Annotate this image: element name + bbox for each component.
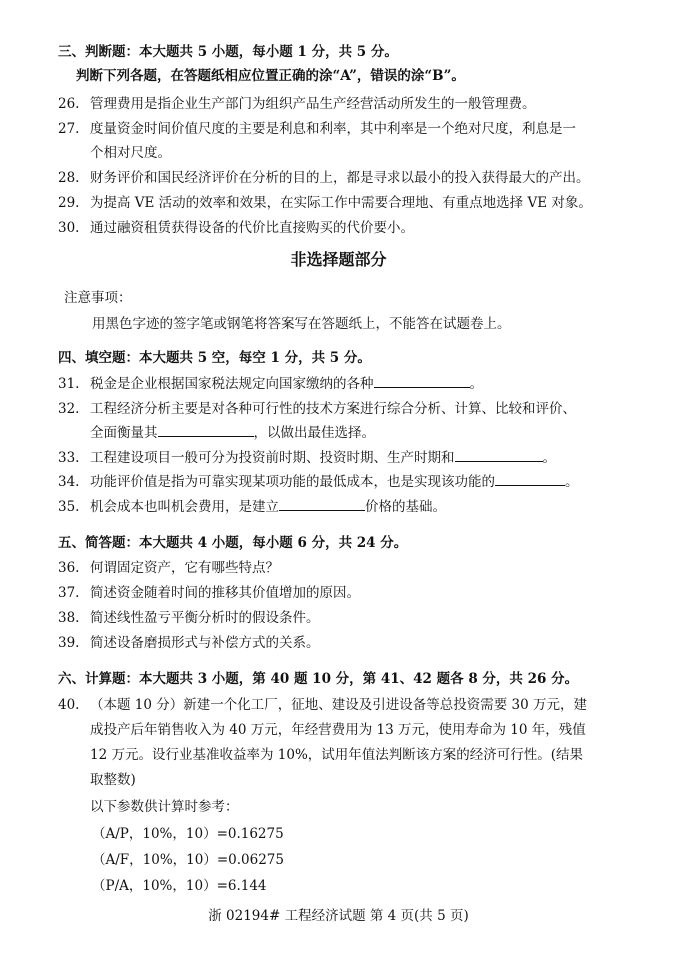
question-40-line-4: 取整数) xyxy=(90,772,136,788)
section-6-heading: 六、计算题：本大题共 3 小题，第 40 题 10 分，第 41、42 题各 8 分，共 26 分。 xyxy=(58,671,579,687)
answer-blank xyxy=(455,449,543,462)
question-32: 32. 工程经济分析主要是对各种可行性的技术方案进行综合分析、计算、比较和评价、 xyxy=(58,401,576,417)
section-5-heading: 五、简答题：本大题共 4 小题，每小题 6 分，共 24 分。 xyxy=(58,535,408,551)
answer-blank xyxy=(374,375,470,388)
question-31: 31. 税金是企业根据国家税法规定向国家缴纳的各种 。 xyxy=(58,376,483,392)
question-30: 30. 通过融资租赁获得设备的代价比直接购买的代价要小。 xyxy=(58,220,414,236)
answer-blank xyxy=(495,473,565,486)
question-38: 38. 简述线性盈亏平衡分析时的假设条件。 xyxy=(58,610,320,626)
answer-blank xyxy=(158,424,254,437)
question-29: 29. 为提高 VE 活动的效率和效果，在实际工作中需要合理地、有重点地选择 VE 对象。 xyxy=(58,195,592,211)
question-27: 27. 度量资金时间价值尺度的主要是利息和利率，其中利率是一个绝对尺度，利息是一 xyxy=(58,121,576,137)
question-35: 35. 机会成本也叫机会费用，是建立 价格的基础。 xyxy=(58,499,446,515)
question-39: 39. 简述设备磨损形式与补偿方式的关系。 xyxy=(58,635,320,651)
section-4-heading: 四、填空题：本大题共 5 空，每空 1 分，共 5 分。 xyxy=(58,350,371,366)
question-40-line-2: 成投产后年销售收入为 40 万元，年经营费用为 13 万元，使用寿命为 10 年，残值 xyxy=(90,722,586,738)
answer-blank xyxy=(279,498,365,511)
question-40-line-3: 12 万元。设行业基准收益率为 10%，试用年值法判断该方案的经济可行性。(结果 xyxy=(90,747,584,763)
question-36: 36. 何谓固定资产，它有哪些特点？ xyxy=(58,560,279,576)
parameter-ap: （A/P，10%，10）=0.16275 xyxy=(92,826,284,842)
notice-heading: 注意事项： xyxy=(64,290,132,306)
question-32-continuation: 全面衡量其 ，以做出最佳选择。 xyxy=(90,425,375,441)
reference-heading: 以下参数供计算时参考： xyxy=(90,799,239,815)
part-title: 非选择题部分 xyxy=(290,250,387,269)
question-34: 34. 功能评价值是指为可靠实现某项功能的最低成本，也是实现该功能的 。 xyxy=(58,474,579,490)
question-37: 37. 简述资金随着时间的推移其价值增加的原因。 xyxy=(58,585,360,601)
page-footer: 浙 02194# 工程经济试题 第 4 页(共 5 页) xyxy=(208,908,469,924)
question-33: 33. 工程建设项目一般可分为投资前时期、投资时期、生产时期和 。 xyxy=(58,450,556,466)
section-3-instruction: 判断下列各题，在答题纸相应位置正确的涂“A”，错误的涂“B”。 xyxy=(76,68,465,84)
question-27-continuation: 个相对尺度。 xyxy=(90,145,171,161)
question-26: 26. 管理费用是指企业生产部门为组织产品生产经营活动所发生的一般管理费。 xyxy=(58,96,536,112)
question-28: 28. 财务评价和国民经济评价在分析的目的上，都是寻求以最小的投入获得最大的产出。 xyxy=(58,170,590,186)
notice-text: 用黑色字迹的签字笔或钢笔将答案写在答题纸上，不能答在试题卷上。 xyxy=(92,316,511,332)
parameter-af: （A/F，10%，10）=0.06275 xyxy=(92,852,284,868)
section-3-heading: 三、判断题：本大题共 5 小题，每小题 1 分，共 5 分。 xyxy=(58,44,398,60)
question-40: 40. （本题 10 分）新建一个化工厂，征地、建设及引进设备等总投资需要 30 万元，建 xyxy=(58,697,588,713)
parameter-pa: （P/A，10%，10）=6.144 xyxy=(92,878,267,894)
